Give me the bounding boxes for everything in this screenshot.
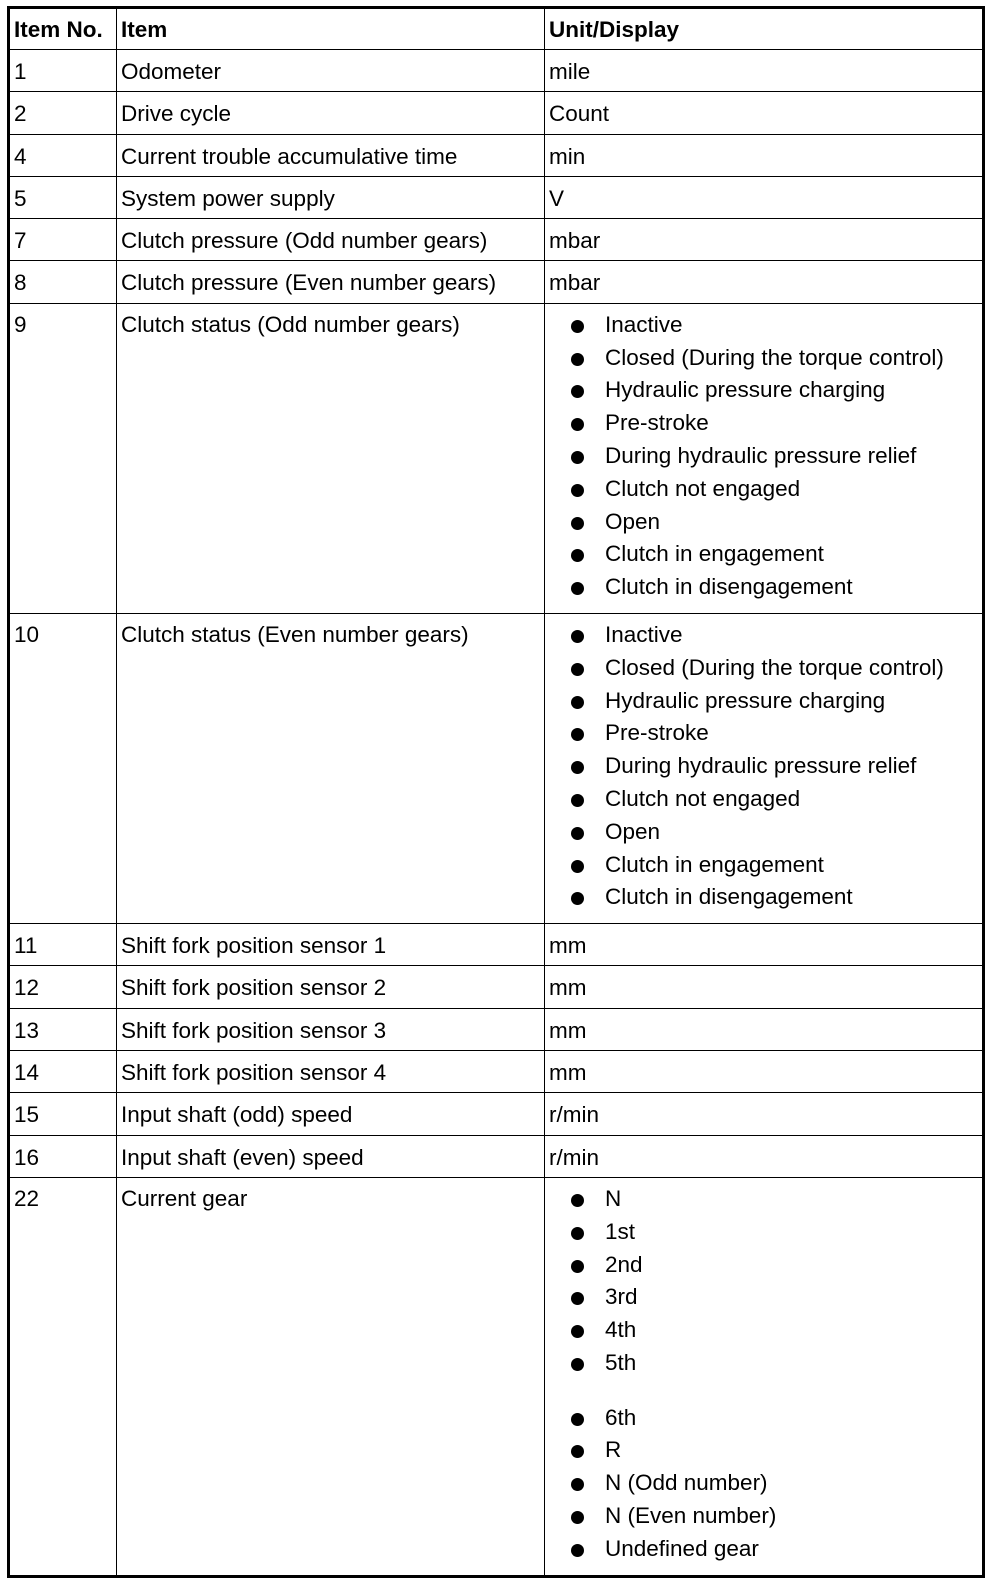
list-item: Inactive xyxy=(569,622,978,655)
header-unit-display: Unit/Display xyxy=(545,8,984,50)
header-item-no: Item No. xyxy=(9,8,117,50)
list-item: Closed (During the torque control) xyxy=(569,655,978,688)
item-no-cell: 22 xyxy=(9,1177,117,1576)
unit-cell: mm xyxy=(545,966,984,1008)
list-item: N xyxy=(569,1186,978,1219)
unit-cell: V xyxy=(545,176,984,218)
item-no-cell: 5 xyxy=(9,176,117,218)
item-no-cell: 16 xyxy=(9,1135,117,1177)
unit-display-table xyxy=(7,6,985,1578)
list-item: 5th xyxy=(569,1350,978,1383)
unit-cell: Count xyxy=(545,92,984,134)
unit-cell: r/min xyxy=(545,1135,984,1177)
list-item: Open xyxy=(569,819,978,852)
list-item: Clutch in disengagement xyxy=(569,574,978,607)
table-row xyxy=(9,966,984,1008)
item-cell: Clutch status (Odd number gears) xyxy=(117,303,545,613)
list-item: Pre-stroke xyxy=(569,410,978,443)
table-row xyxy=(9,1135,984,1177)
list-item: N (Odd number) xyxy=(569,1470,978,1503)
item-cell: Shift fork position sensor 3 xyxy=(117,1008,545,1050)
list-item: Hydraulic pressure charging xyxy=(569,377,978,410)
table-row xyxy=(9,134,984,176)
item-cell: Clutch pressure (Even number gears) xyxy=(117,261,545,303)
item-cell: Clutch pressure (Odd number gears) xyxy=(117,219,545,261)
unit-cell: mm xyxy=(545,924,984,966)
item-no-cell: 11 xyxy=(9,924,117,966)
item-no-cell: 7 xyxy=(9,219,117,261)
list-item: N (Even number) xyxy=(569,1503,978,1536)
list-item: 6th xyxy=(569,1405,978,1438)
item-cell: System power supply xyxy=(117,176,545,218)
item-cell: Input shaft (odd) speed xyxy=(117,1093,545,1135)
item-no-cell: 10 xyxy=(9,613,117,923)
table-row xyxy=(9,176,984,218)
list-item: 1st xyxy=(569,1219,978,1252)
table-row xyxy=(9,1177,984,1576)
unit-cell: mbar xyxy=(545,261,984,303)
item-no-cell: 1 xyxy=(9,50,117,92)
display-options-cell xyxy=(545,613,984,923)
list-item: Hydraulic pressure charging xyxy=(569,688,978,721)
table-row xyxy=(9,261,984,303)
list-item: Clutch not engaged xyxy=(569,786,978,819)
table-row xyxy=(9,924,984,966)
list-item: During hydraulic pressure relief xyxy=(569,443,978,476)
list-item: Clutch not engaged xyxy=(569,476,978,509)
list-item: 4th xyxy=(569,1317,978,1350)
list-item: Undefined gear xyxy=(569,1536,978,1569)
item-cell: Clutch status (Even number gears) xyxy=(117,613,545,923)
table-row xyxy=(9,1093,984,1135)
unit-cell: r/min xyxy=(545,1093,984,1135)
item-cell: Current gear xyxy=(117,1177,545,1576)
list-item: Pre-stroke xyxy=(569,720,978,753)
list-item: Open xyxy=(569,509,978,542)
list-item: Inactive xyxy=(569,312,978,345)
item-cell: Shift fork position sensor 2 xyxy=(117,966,545,1008)
item-cell: Current trouble accumulative time xyxy=(117,134,545,176)
item-cell: Drive cycle xyxy=(117,92,545,134)
unit-cell: mile xyxy=(545,50,984,92)
item-no-cell: 15 xyxy=(9,1093,117,1135)
list-item: Closed (During the torque control) xyxy=(569,345,978,378)
list-item: Clutch in engagement xyxy=(569,852,978,885)
display-options-cell xyxy=(545,303,984,613)
item-cell: Shift fork position sensor 4 xyxy=(117,1051,545,1093)
header-row xyxy=(9,8,984,50)
item-cell: Odometer xyxy=(117,50,545,92)
list-item: Clutch in engagement xyxy=(569,541,978,574)
table-row xyxy=(9,219,984,261)
display-options-list xyxy=(549,622,978,917)
item-no-cell: 13 xyxy=(9,1008,117,1050)
item-no-cell: 14 xyxy=(9,1051,117,1093)
display-options-list xyxy=(549,312,978,607)
list-item: 2nd xyxy=(569,1252,978,1285)
display-options-cell xyxy=(545,1177,984,1576)
table-row xyxy=(9,613,984,923)
item-no-cell: 4 xyxy=(9,134,117,176)
item-no-cell: 9 xyxy=(9,303,117,613)
item-no-cell: 2 xyxy=(9,92,117,134)
table-row xyxy=(9,92,984,134)
display-options-list xyxy=(549,1186,978,1569)
unit-cell: min xyxy=(545,134,984,176)
item-no-cell: 8 xyxy=(9,261,117,303)
list-item: 3rd xyxy=(569,1284,978,1317)
list-item: During hydraulic pressure relief xyxy=(569,753,978,786)
item-no-cell: 12 xyxy=(9,966,117,1008)
table-row xyxy=(9,1051,984,1093)
list-item: R xyxy=(569,1437,978,1470)
table-row xyxy=(9,1008,984,1050)
list-item: Clutch in disengagement xyxy=(569,884,978,917)
header-item: Item xyxy=(117,8,545,50)
table-row xyxy=(9,50,984,92)
table-row xyxy=(9,303,984,613)
unit-cell: mm xyxy=(545,1051,984,1093)
unit-cell: mm xyxy=(545,1008,984,1050)
unit-cell: mbar xyxy=(545,219,984,261)
item-cell: Input shaft (even) speed xyxy=(117,1135,545,1177)
item-cell: Shift fork position sensor 1 xyxy=(117,924,545,966)
